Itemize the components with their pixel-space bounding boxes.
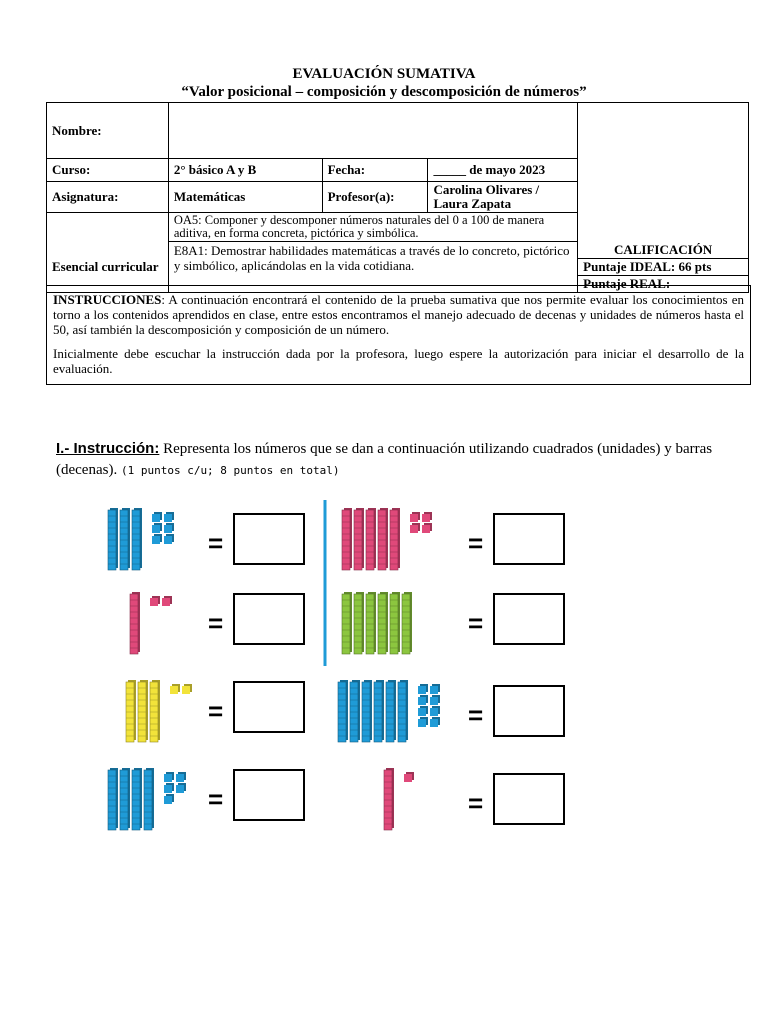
ten-bar	[132, 508, 142, 570]
unit-cube	[182, 684, 192, 694]
profesor-value: Carolina Olivares / Laura Zapata	[428, 182, 578, 213]
unit-cube	[422, 512, 432, 522]
base-ten-blocks-exercises	[96, 496, 576, 848]
exercise-5	[126, 680, 304, 742]
equals-sign: =	[208, 608, 224, 638]
unit-cube	[410, 512, 420, 522]
document-title: EVALUACIÓN SUMATIVA	[292, 66, 476, 82]
unit-cube	[176, 772, 186, 782]
ten-bar	[366, 592, 376, 654]
ten-bar	[362, 680, 372, 742]
unit-cube	[176, 783, 186, 793]
oa-text: OA5: Componer y descomponer números naturales del 0 a 100 de manera aditiva, en forma concreta, pictórica y simbólica.	[168, 213, 577, 242]
ten-bar	[350, 680, 360, 742]
ten-bar	[126, 680, 136, 742]
ten-bar	[374, 680, 384, 742]
answer-box[interactable]	[494, 774, 564, 824]
ten-bar	[378, 592, 388, 654]
ten-bar	[378, 508, 388, 570]
ten-bar	[138, 680, 148, 742]
ten-bar	[144, 768, 154, 830]
unit-cube	[152, 512, 162, 522]
section-1-instruction	[56, 438, 716, 481]
unit-cube	[418, 684, 428, 694]
esencial-label: Esencial curricular	[47, 242, 169, 293]
unit-cube	[152, 534, 162, 544]
unit-cube	[164, 534, 174, 544]
answer-box[interactable]	[234, 594, 304, 644]
ten-bar	[390, 592, 400, 654]
unit-cube	[410, 523, 420, 533]
answer-box[interactable]	[234, 514, 304, 564]
nombre-field[interactable]	[168, 103, 577, 159]
answer-box[interactable]	[494, 514, 564, 564]
ten-bar	[150, 680, 160, 742]
ten-bar	[354, 508, 364, 570]
unit-cube	[164, 772, 174, 782]
equals-sign: =	[468, 700, 484, 730]
section-1-text: Representa los números que se dan a continuación utilizando cuadrados (unidades) y barras (decenas).	[56, 441, 713, 478]
asignatura-value: Matemáticas	[168, 182, 322, 213]
ten-bar	[108, 508, 118, 570]
equals-sign: =	[208, 696, 224, 726]
ten-bar	[338, 680, 348, 742]
ten-bar	[342, 508, 352, 570]
ten-bar	[132, 768, 142, 830]
answer-box[interactable]	[234, 682, 304, 732]
equals-sign: =	[468, 608, 484, 638]
equals-sign: =	[208, 784, 224, 814]
unit-cube	[162, 596, 172, 606]
ten-bar	[390, 508, 400, 570]
calificacion-label: CALIFICACIÓN	[578, 242, 749, 259]
ten-bar	[402, 592, 412, 654]
instructions-text-2: Inicialmente debe escuchar la instrucción dada por la profesora, luego espere la autorización para iniciar el desarrollo de la evaluación.	[53, 346, 744, 376]
equals-sign: =	[468, 528, 484, 558]
fecha-label: Fecha:	[322, 159, 428, 182]
exercise-6	[338, 680, 564, 742]
ten-bar	[384, 768, 394, 830]
unit-cube	[150, 596, 160, 606]
e8a1-text: E8A1: Demostrar habilidades matemáticas a través de lo concreto, pictórico y simbólico, aplicándolas en la vida cotidiana.	[168, 242, 577, 293]
ten-bar	[342, 592, 352, 654]
ten-bar	[130, 592, 140, 654]
ten-bar	[398, 680, 408, 742]
curso-value: 2° básico A y B	[168, 159, 322, 182]
ten-bar	[354, 592, 364, 654]
instructions-box	[46, 285, 751, 385]
exercise-3	[130, 592, 304, 654]
ten-bar	[120, 508, 130, 570]
ten-bar	[120, 768, 130, 830]
unit-cube	[164, 794, 174, 804]
section-1-heading: I.- Instrucción:	[56, 440, 160, 457]
ten-bar	[108, 768, 118, 830]
unit-cube	[404, 772, 414, 782]
exercise-1	[108, 508, 304, 570]
unit-cube	[422, 523, 432, 533]
instructions-label: INSTRUCCIONES	[53, 292, 162, 307]
answer-box[interactable]	[494, 594, 564, 644]
nombre-label: Nombre:	[47, 103, 169, 159]
unit-cube	[418, 706, 428, 716]
fecha-value[interactable]: _____ de mayo 2023	[428, 159, 578, 182]
exercise-2	[342, 508, 564, 570]
profesor-label: Profesor(a):	[322, 182, 428, 213]
grade-box	[578, 103, 749, 242]
puntaje-ideal: Puntaje IDEAL: 66 pts	[578, 258, 749, 275]
ten-bar	[386, 680, 396, 742]
puntaje-real: Puntaje REAL:	[578, 275, 749, 292]
unit-cube	[164, 783, 174, 793]
asignatura-label: Asignatura:	[47, 182, 169, 213]
section-1-points: (1 puntos c/u; 8 puntos en total)	[120, 464, 340, 477]
document-subtitle: “Valor posicional – composición y descomposición de números”	[181, 84, 587, 100]
exercise-8	[384, 768, 564, 830]
answer-box[interactable]	[234, 770, 304, 820]
instructions-text: : A continuación encontrará el contenido de la prueba sumativa que nos permite evaluar los conocimientos en torno a los contenidos aprendidos en clase, entre estos encontramos el manejo adecuado de decenas y unidades de números hasta el 50, así también la descomposición y composición de un número.	[53, 292, 744, 337]
unit-cube	[152, 523, 162, 533]
exercise-7	[108, 768, 304, 830]
unit-cube	[418, 695, 428, 705]
unit-cube	[430, 706, 440, 716]
unit-cube	[418, 717, 428, 727]
answer-box[interactable]	[494, 686, 564, 736]
curso-label: Curso:	[47, 159, 169, 182]
unit-cube	[164, 523, 174, 533]
ten-bar	[366, 508, 376, 570]
exercise-4	[342, 592, 564, 654]
unit-cube	[430, 684, 440, 694]
unit-cube	[430, 717, 440, 727]
unit-cube	[164, 512, 174, 522]
unit-cube	[170, 684, 180, 694]
header-table	[46, 102, 749, 293]
unit-cube	[430, 695, 440, 705]
equals-sign: =	[208, 528, 224, 558]
equals-sign: =	[468, 788, 484, 818]
oa-empty-cell	[47, 213, 169, 242]
